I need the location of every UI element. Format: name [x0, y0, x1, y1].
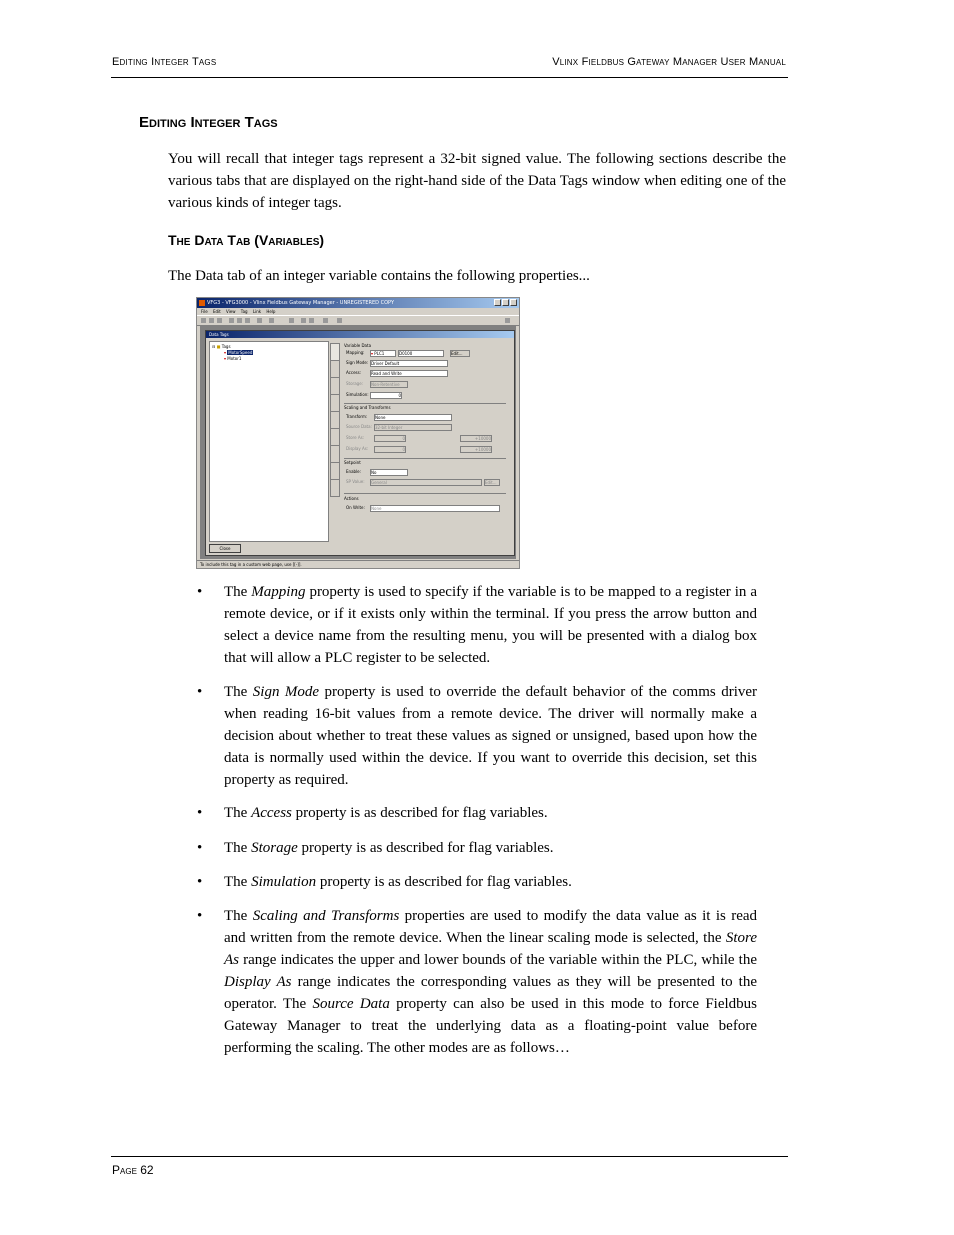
properties-panel [340, 341, 510, 549]
bullet-scaling: The Scaling and Transforms properties are used to modify the data value as it is read and written from the remote device. When the linear scaling mode is selected, the Store As range indicates the upper and lower bounds of the variable within the PLC, while the Display As range indicates the corresponding values as they will be presented to the operator. The Source Data property can also be used in this mode to force Fieldbus Gateway Manager to treat the underlying data as a floating-point value before performing the scaling. The other modes are as follows… [224, 908, 758, 1056]
up-icon[interactable] [301, 318, 306, 323]
setpoint-label: Setpoint [344, 460, 361, 465]
access-label: Access: [346, 370, 362, 375]
sp-edit-button[interactable]: Edit... [484, 479, 500, 486]
new-icon[interactable] [201, 318, 206, 323]
display-as-max[interactable]: +10000 [460, 446, 492, 453]
on-write-label: On Write: [346, 505, 365, 510]
bullet-sign-mode: The Sign Mode property is used to override the default behavior of the comms driver when reading 16-bit values from a remote device. The driver will normally make a decision about whether to treat these values as signed or unsigned, based upon how the data is normally used within the device. If you want to override this decision, set this property as required. [224, 684, 758, 788]
subsection-title: The Data Tab (Variables) [168, 232, 325, 248]
store-as-max[interactable]: +10000 [460, 435, 492, 442]
copy-icon[interactable] [237, 318, 242, 323]
sign-mode-select[interactable]: Driver Default [370, 360, 448, 367]
bullet-storage: The Storage property is as described for flag variables. [224, 840, 554, 856]
navigate-icon[interactable] [289, 318, 294, 323]
sp-value-label: SP Value: [346, 479, 365, 484]
app-icon [199, 300, 205, 306]
tab-comment[interactable] [330, 479, 340, 497]
tag-icon: ▾ [224, 350, 227, 355]
tab-data[interactable] [330, 343, 340, 361]
menu-file[interactable]: File [201, 309, 208, 314]
menu-tag[interactable]: Tag [240, 309, 248, 314]
display-as-label: Display As: [346, 446, 369, 451]
page-number: Page 62 [112, 1163, 154, 1177]
section-title: Editing Integer Tags [139, 114, 278, 131]
cut-icon[interactable] [229, 318, 234, 323]
bullet-symbol: • [197, 584, 203, 600]
status-bar: To include this tag in a custom web page, use [[-]]. [197, 560, 519, 569]
enable-select[interactable]: No [370, 469, 408, 476]
simulation-label: Simulation: [346, 392, 369, 397]
tab-alarm-1[interactable] [330, 394, 340, 412]
storage-select[interactable]: Non-Retentive [370, 381, 408, 388]
source-data-label: Source Data: [346, 424, 372, 429]
app-titlebar [197, 298, 519, 308]
on-write-field[interactable]: None [370, 505, 500, 512]
transform-label: Transform: [346, 414, 368, 419]
save-icon[interactable] [217, 318, 222, 323]
store-as-min[interactable]: 0 [374, 435, 406, 442]
close-button[interactable]: Close [209, 544, 241, 553]
bullet-symbol: • [197, 805, 203, 821]
actions-label: Actions [344, 496, 359, 501]
data-tags-screenshot [196, 297, 520, 569]
tab-format[interactable] [330, 360, 340, 378]
undo-icon[interactable] [269, 318, 274, 323]
bullet-symbol: • [197, 840, 203, 856]
close-icon[interactable] [510, 299, 517, 306]
simulation-field[interactable]: 0 [370, 392, 402, 399]
divider [344, 458, 506, 459]
folder-icon: ■ [216, 344, 221, 349]
window-title: VFG3 - VFG3000 - Vlinx Fieldbus Gateway Manager - UNREGISTERED COPY [207, 300, 395, 306]
workspace [200, 326, 516, 559]
maximize-icon[interactable] [502, 299, 509, 306]
tag-tree[interactable] [209, 341, 329, 542]
menu-link[interactable]: Link [252, 309, 262, 314]
down-icon[interactable] [309, 318, 314, 323]
display-as-min[interactable]: 0 [374, 446, 406, 453]
source-data-select[interactable]: 32-bit Integer [374, 424, 452, 431]
scaling-label: Scaling and Transforms [344, 405, 391, 410]
divider [344, 403, 506, 404]
menu-help[interactable]: Help [266, 309, 276, 314]
open-icon[interactable] [209, 318, 214, 323]
store-as-label: Store As: [346, 435, 365, 440]
tab-alarm-2[interactable] [330, 411, 340, 429]
window-buttons [494, 299, 517, 306]
bullet-symbol: • [197, 874, 203, 890]
enable-label: Enable: [346, 469, 361, 474]
edit-button[interactable]: Edit... [450, 350, 470, 357]
mapping-label: Mapping: [346, 350, 365, 355]
header-rule [111, 77, 788, 78]
tree-item-motor1[interactable]: ▾ Motor1 [224, 356, 242, 361]
bullet-mapping: The Mapping property is used to specify if the variable is to be mapped to a register in a remote device, or if it exists only within the terminal. If you press the arrow button and select a device name from the resulting menu, you will be presented with a dialog box that will allow a PLC register to be selected. [224, 584, 757, 666]
compile-icon[interactable] [323, 318, 328, 323]
sign-mode-label: Sign Mode: [346, 360, 369, 365]
data-tags-window [205, 330, 515, 556]
tag-icon: ▾ [224, 356, 227, 361]
menu-view[interactable]: View [226, 309, 236, 314]
variable-data-label: Variable Data [344, 343, 372, 348]
menu-edit[interactable]: Edit [212, 309, 221, 314]
data-tab-intro: The Data tab of an integer variable contains the following properties... [168, 268, 590, 284]
divider [344, 493, 506, 494]
bullet-simulation: The Simulation property is as described for flag variables. [224, 874, 572, 890]
minimize-icon[interactable] [494, 299, 501, 306]
toolbar [197, 315, 519, 326]
tab-colors[interactable] [330, 377, 340, 395]
delete-icon[interactable] [257, 318, 262, 323]
running-header-right: Vlinx Fieldbus Gateway Manager User Manual [552, 56, 786, 68]
help-icon[interactable] [505, 318, 510, 323]
intro-paragraph: You will recall that integer tags represent a 32-bit signed value. The following sections describe the various tabs that are displayed on the right-hand side of the Data Tags window when editing one of the various kinds of integer tags. [168, 151, 786, 211]
bullet-symbol: • [197, 684, 203, 700]
tab-security[interactable] [330, 462, 340, 480]
paste-icon[interactable] [245, 318, 250, 323]
tab-trigger[interactable] [330, 428, 340, 446]
transform-select[interactable]: None [374, 414, 452, 421]
send-icon[interactable] [337, 318, 342, 323]
storage-label: Storage: [346, 381, 363, 386]
access-select[interactable]: Read and Write [370, 370, 448, 377]
menu-bar [197, 308, 519, 315]
bullet-access: The Access property is as described for flag variables. [224, 805, 548, 821]
running-header-left: Editing Integer Tags [112, 56, 217, 68]
mapping-register[interactable]: D0100 [398, 350, 444, 357]
footer-rule [111, 1156, 788, 1157]
tree-root[interactable]: ⊟ ■ Tags [212, 344, 231, 349]
sp-value-field[interactable]: General [370, 479, 482, 486]
property-tabs [330, 341, 339, 491]
mapping-device[interactable]: ▾ PLC1 [370, 350, 396, 357]
tree-item-motorspeed[interactable]: ▾ MotorSpeed [224, 350, 253, 355]
bullet-symbol: • [197, 908, 203, 924]
data-tags-title: Data Tags [206, 331, 514, 338]
tab-triggers[interactable] [330, 445, 340, 463]
